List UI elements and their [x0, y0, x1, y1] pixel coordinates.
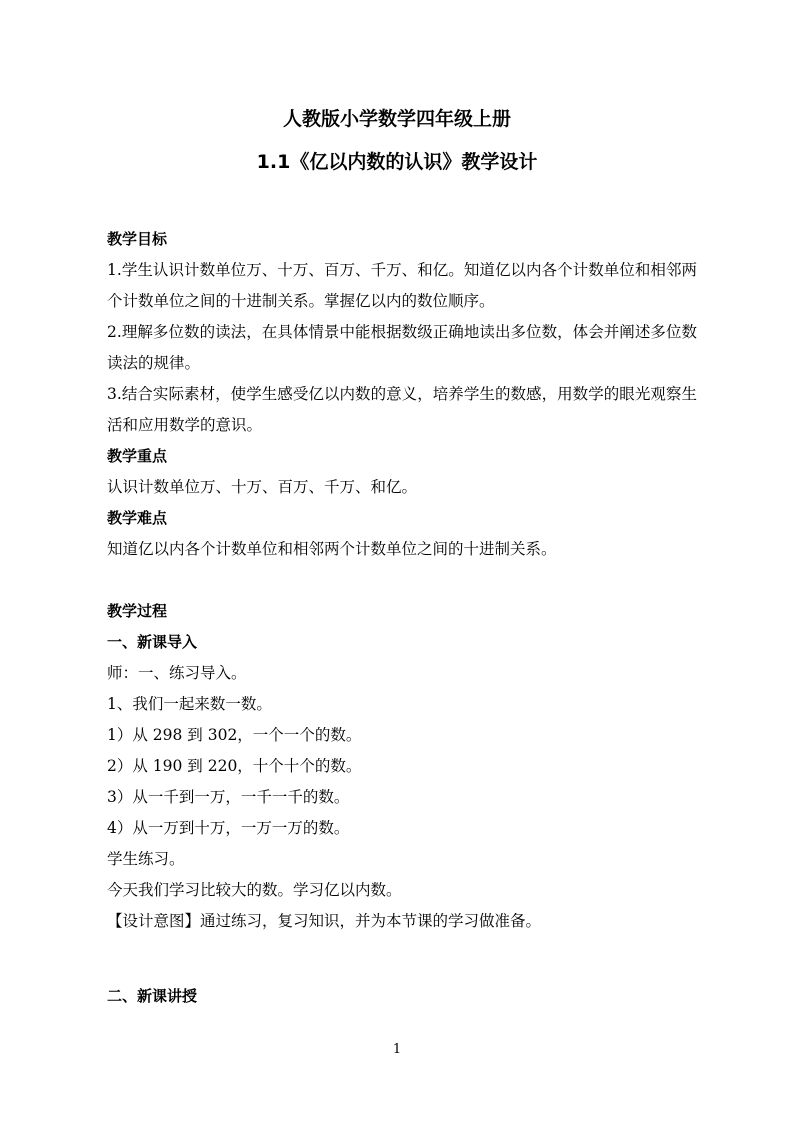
- list-item: 1）从 298 到 302，一个一个的数。: [107, 726, 362, 744]
- document-body: [107, 224, 697, 1012]
- part2-heading: 二、新课讲授: [107, 987, 198, 1005]
- spacer: [107, 937, 697, 981]
- count-line: 1、我们一起来数一数。: [107, 695, 272, 713]
- teacher-line: 师：一、练习导入。: [107, 664, 247, 682]
- goal-1: 1.学生认识计数单位万、十万、百万、千万、和亿。知道亿以内各个计数单位和相邻两个计数单位之间的十进制关系。掌握亿以内的数位顺序。: [107, 261, 697, 310]
- spacer: [107, 565, 697, 596]
- list-item: 2）从 190 到 220，十个十个的数。: [107, 757, 362, 775]
- today-line: 今天我们学习比较大的数。学习亿以内数。: [107, 881, 402, 899]
- part1-heading: 一、新课导入: [107, 633, 198, 651]
- key-points-heading: 教学重点: [107, 447, 168, 465]
- list-item: 4）从一万到十万，一万一万的数。: [107, 819, 350, 837]
- goal-2: 2.理解多位数的读法，在具体情景中能根据数级正确地读出多位数，体会并阐述多位数读法的规律。: [107, 323, 697, 372]
- goal-3: 3.结合实际素材，使学生感受亿以内数的意义，培养学生的数感，用数学的眼光观察生活和应用数学的意识。: [107, 385, 697, 434]
- key-points-text: 认识计数单位万、十万、百万、千万、和亿。: [107, 478, 418, 496]
- document-title-line2: 1.1《亿以内数的认识》教学设计: [256, 151, 538, 173]
- process-heading: 教学过程: [107, 602, 168, 620]
- list-item: 3）从一千到一万，一千一千的数。: [107, 788, 350, 806]
- goals-heading: 教学目标: [107, 230, 168, 248]
- difficulty-text: 知道亿以内各个计数单位和相邻两个计数单位之间的十进制关系。: [107, 540, 557, 558]
- design-intent-line: 【设计意图】通过练习，复习知识，并为本节课的学习做准备。: [107, 912, 542, 930]
- page-number: 1: [392, 1042, 402, 1057]
- practice-line: 学生练习。: [107, 850, 185, 868]
- document-title-line1: 人教版小学数学四年级上册: [282, 108, 511, 130]
- difficulty-heading: 教学难点: [107, 509, 168, 527]
